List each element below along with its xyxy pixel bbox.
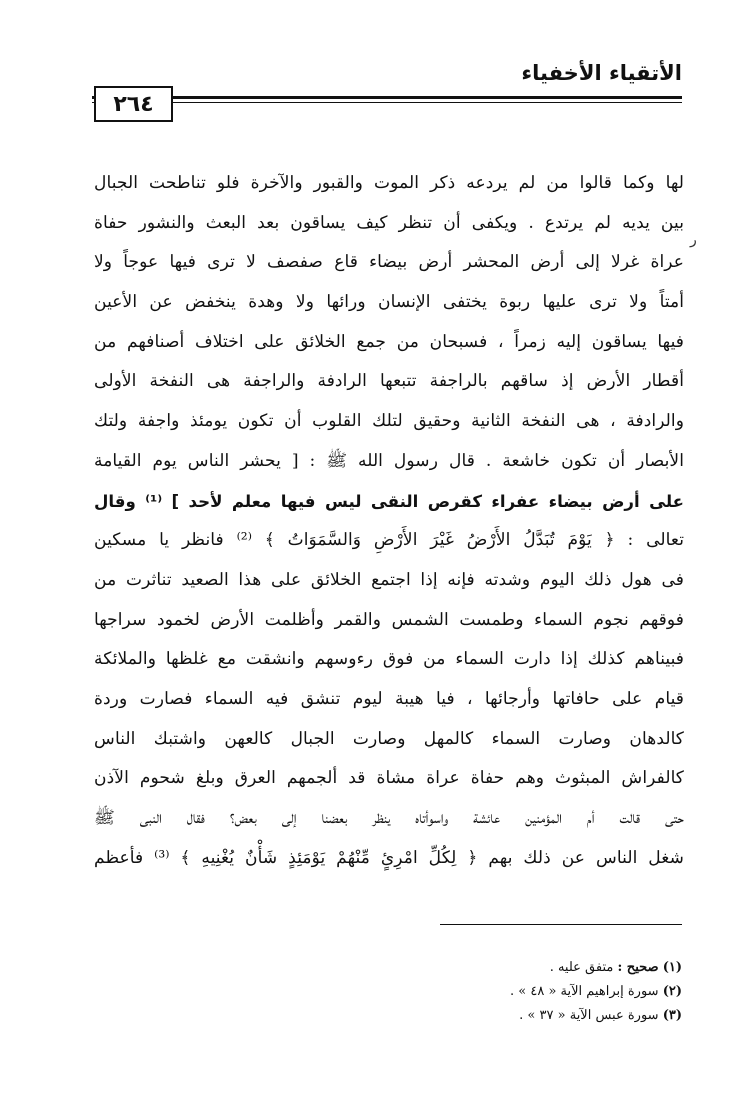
text-line: قيام على حافاتها وأرجائها ، فيا هيبة ليوم تنشق فيه السماء فصارت وردة <box>94 688 684 709</box>
text-line: أمتاً ولا ترى عليها ربوة يختفى الإنسان ورائها ولا وهدة ينخفض عن الأعين <box>94 292 684 313</box>
footnote-number: (٣) <box>662 1008 682 1023</box>
text-line: عراة غرلا إلى أرض المحشر أرض بيضاء قاع صفصف لا ترى فيها عوجاً ولا <box>94 252 684 273</box>
text-line: لها وكما قالوا من لم يردعه ذكر الموت والقبور والآخرة فلو تناطحت الجبال <box>94 173 684 193</box>
running-title: الأتقياء الأخفياء <box>521 61 682 85</box>
footnote-item <box>300 956 682 980</box>
text-line: حتى قالت أم المؤمنين عائشة واسوأتاه ينظر بعضنا إلى بعض؟ فقال النبى ﷺ <box>94 808 684 828</box>
text-line: فيها يساقون إليه زمراً ، فسبحان من جمع الخلائق على اختلاف أصنافهم من <box>94 331 684 352</box>
text-line: أقطار الأرض إذ ساقهم بالراجفة تتبعها الرادفة والراجفة هى النفخة الأولى <box>94 371 684 392</box>
footnote-item <box>300 1004 682 1028</box>
footnote-text: متفق عليه . <box>549 960 614 975</box>
footnote-grade: صحيح : <box>617 960 659 975</box>
text-line: تعالى : ﴿ يَوْمَ تُبَدَّلُ الأَرْضُ غَيْرَ الأَرْضِ وَالسَّمَوَاتُ ﴾ ⁽²⁾ فانظر يا مسكين <box>94 530 684 551</box>
footnote-item <box>300 980 682 1004</box>
text-line: والرادفة ، هى النفخة الثانية وحقيق لتلك القلوب أن تكون يومئذ واجفة ولتك <box>94 411 684 432</box>
text-line: الأبصار أن تكون خاشعة . قال رسول الله ﷺ : [ يحشر الناس يوم القيامة <box>94 450 684 471</box>
text-line: فبيناهم كذلك إذا دارت السماء من فوق رءوسهم وانشقت مع غلظها والملائكة <box>94 649 684 670</box>
body-text <box>94 164 684 878</box>
text-line: شغل الناس عن ذلك بهم ﴿ لِكُلِّ امْرِئٍ مِّنْهُمْ يَوْمَئِذٍ شَأْنٌ يُغْنِيهِ ﴾ ⁽³⁾ فأعظم <box>94 847 684 868</box>
text-line: كالدهان وصارت السماء كالمهل وصارت الجبال كالعهن واشتبك الناس <box>94 728 684 749</box>
margin-mark: ر <box>690 232 697 248</box>
footnote-text: سورة عبس الآية « ٣٧ » . <box>519 1008 659 1023</box>
text-line: فوقهم نجوم السماء وطمست الشمس والقمر وأظلمت الأرض لخمود سراجها <box>94 609 684 630</box>
footnote-number: (١) <box>662 960 682 975</box>
footnotes <box>300 956 682 1028</box>
text-line: فى هول ذلك اليوم وشدته فإنه إذا اجتمع الخلائق على هذا الصعيد تناثرت من <box>94 569 684 590</box>
header-rule <box>92 96 682 103</box>
text-line: كالفراش المبثوث وهم حفاة عراة مشاة قد ألجمهم العرق وبلغ شحوم الآذن <box>94 768 684 789</box>
hadith-line: على أرض بيضاء عفراء كقرص النقى ليس فيها معلم لأحد ] ⁽¹⁾ وقال <box>94 491 684 511</box>
page-number: ٢٦٤ <box>94 86 173 122</box>
footnote-rule <box>440 924 682 925</box>
text-line: بين يديه لم يرتدع . ويكفى أن تنظر كيف يساقون بعد البعث والنشور حفاة <box>94 212 684 233</box>
footnote-text: سورة إبراهيم الآية « ٤٨ » . <box>509 984 659 999</box>
footnote-number: (٢) <box>662 984 682 999</box>
